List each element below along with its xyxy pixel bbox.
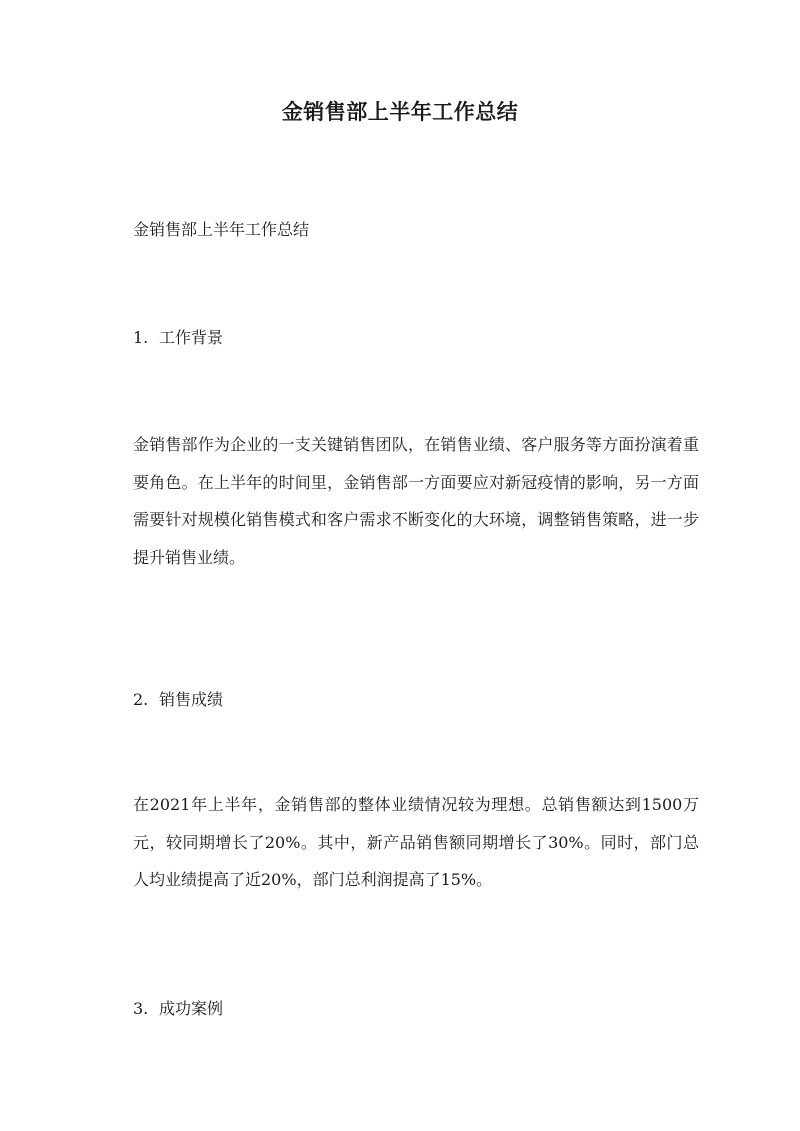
section-heading-text: 成功案例 — [159, 999, 224, 1018]
section-number: 1. — [133, 328, 149, 347]
section-paragraph-2: 在2021年上半年，金销售部的整体业绩情况较为理想。总销售额达到1500万元，较同期增长了20%。其中，新产品销售额同期增长了30%。同时，部门总人均业绩提高了近20%，部门总利润提高了15%。 — [133, 795, 699, 889]
section-heading-text: 销售成绩 — [159, 690, 224, 709]
section-heading-1 — [133, 327, 223, 349]
section-heading-text: 工作背景 — [159, 328, 224, 347]
section-heading-3 — [133, 998, 223, 1020]
section-number: 2. — [133, 690, 149, 709]
section-paragraph-1: 金销售部作为企业的一支关键销售团队，在销售业绩、客户服务等方面扮演着重要角色。在上半年的时间里，金销售部一方面要应对新冠疫情的影响，另一方面需要针对规模化销售模式和客户需求不断变化的大环境，调整销售策略，进一步提升销售业绩。 — [133, 435, 699, 567]
section-heading-2 — [133, 689, 223, 711]
section-number: 3. — [133, 999, 149, 1018]
document-subtitle: 金销售部上半年工作总结 — [133, 220, 310, 239]
document-title: 金销售部上半年工作总结 — [281, 99, 519, 124]
